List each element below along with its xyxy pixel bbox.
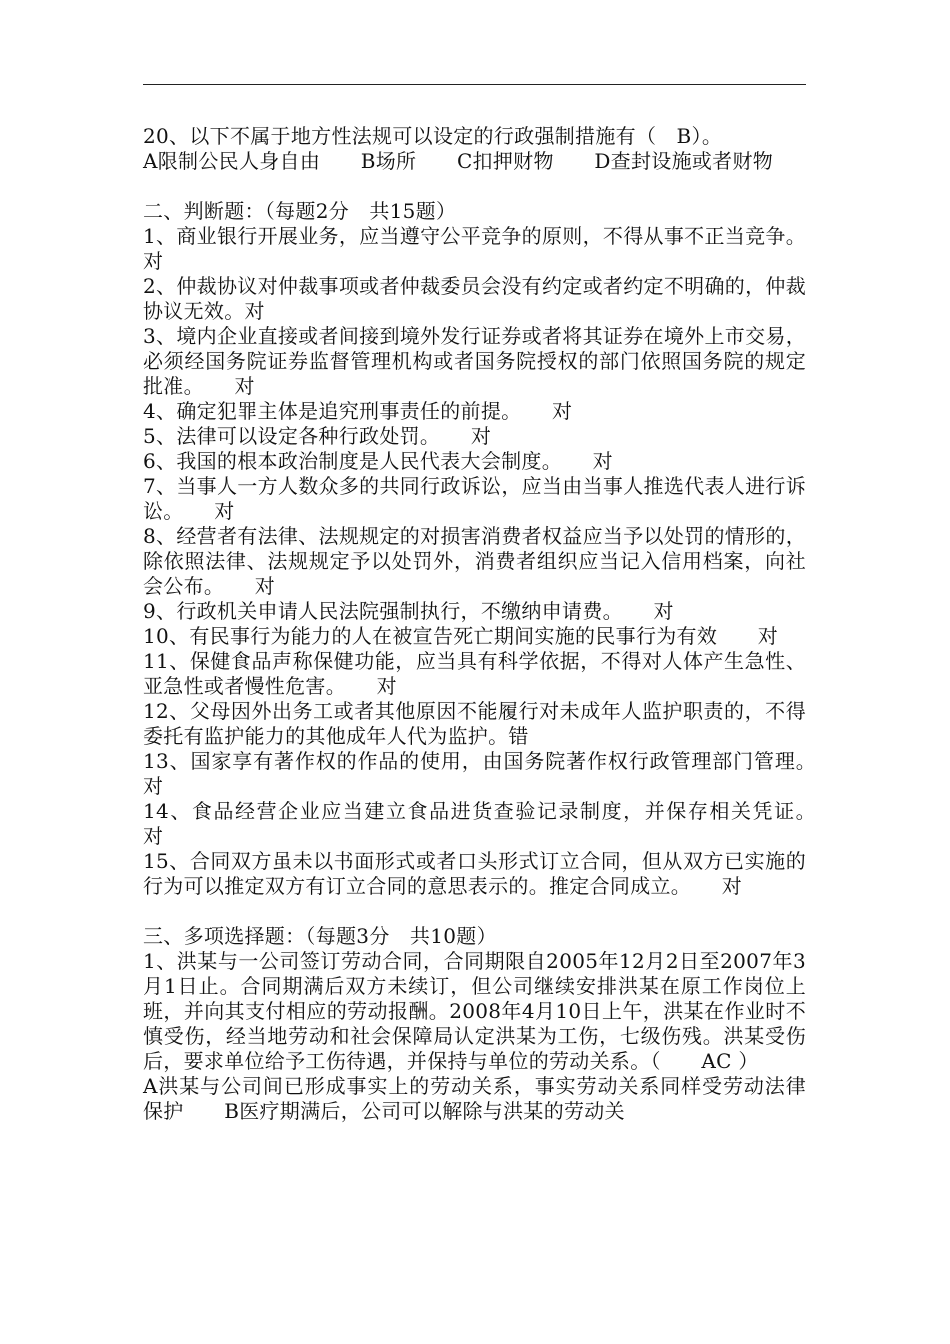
- judgment-item-4: 4、确定犯罪主体是追究刑事责任的前提。 对: [143, 399, 573, 423]
- paragraph-gap: [143, 174, 806, 199]
- judgment-item-1: 1、商业银行开展业务，应当遵守公平竞争的原则，不得从事不正当竞争。对: [143, 224, 806, 273]
- judgment-item-14: 14、食品经营企业应当建立食品进货查验记录制度，并保存相关凭证。 对: [143, 799, 847, 848]
- judgment-item-3: 3、境内企业直接或者间接到境外发行证券或者将其证券在境外上市交易，必须经国务院证券监督管理机构或者国务院授权的部门依照国务院的规定批准。 对: [143, 324, 806, 398]
- question-20-stem: 20、以下不属于地方性法规可以设定的行政强制措施有（ B）。: [143, 124, 723, 148]
- judgment-item-5: 5、法律可以设定各种行政处罚。 对: [143, 424, 492, 448]
- judgment-item-15: 15、合同双方虽未以书面形式或者口头形式订立合同，但从双方已实施的行为可以推定双方有订立合同的意思表示的。推定合同成立。 对: [143, 849, 806, 898]
- judgment-item-9: 9、行政机关申请人民法院强制执行，不缴纳申请费。 对: [143, 599, 674, 623]
- multiple-choice-item-1: 1、洪某与一公司签订劳动合同，合同期限自2005年12月2日至2007年3月1日止。合同期满后双方未续订，但公司继续安排洪某在原工作岗位上班，并向其支付相应的劳动报酬。2008年4月10日上午，洪某在作业时不慎受伤，经当地劳动和社会保障局认定洪某为工伤，七级伤残。洪某受伤后，要求单位给予工伤待遇，并保持与单位的劳动关系。（ AC ）: [143, 949, 806, 1073]
- question-20-options: A限制公民人身自由 B场所 C扣押财物 D查封设施或者财物: [143, 149, 774, 173]
- multiple-choice-item-1-options: A洪某与公司间已形成事实上的劳动关系，事实劳动关系同样受劳动法律保护 B医疗期满后，公司可以解除与洪某的劳动关: [143, 1074, 806, 1123]
- header-rule: [143, 84, 806, 85]
- judgment-item-7: 7、当事人一方人数众多的共同行政诉讼，应当由当事人推选代表人进行诉讼。 对: [143, 474, 806, 523]
- judgment-item-11: 11、保健食品声称保健功能，应当具有科学依据，不得对人体产生急性、亚急性或者慢性危害。 对: [143, 649, 806, 698]
- paragraph-gap: [143, 899, 806, 924]
- document-body: [143, 124, 847, 1124]
- judgment-item-12: 12、父母因外出务工或者其他原因不能履行对未成年人监护职责的，不得委托有监护能力的其他成年人代为监护。错: [143, 699, 806, 748]
- judgment-item-8: 8、经营者有法律、法规规定的对损害消费者权益应当予以处罚的情形的，除依照法律、法规规定予以处罚外，消费者组织应当记入信用档案，向社会公布。 对: [143, 524, 806, 598]
- section-2-title: 二、判断题：（每题2分 共15题）: [143, 199, 457, 223]
- judgment-item-10: 10、有民事行为能力的人在被宣告死亡期间实施的民事行为有效 对: [143, 624, 779, 648]
- section-3-title: 三、多项选择题：（每题3分 共10题）: [143, 924, 497, 948]
- judgment-item-13: 13、国家享有著作权的作品的使用，由国务院著作权行政管理部门管理。 对: [143, 749, 827, 798]
- judgment-item-2: 2、仲裁协议对仲裁事项或者仲裁委员会没有约定或者约定不明确的，仲裁协议无效。对: [143, 274, 806, 323]
- judgment-item-6: 6、我国的根本政治制度是人民代表大会制度。 对: [143, 449, 613, 473]
